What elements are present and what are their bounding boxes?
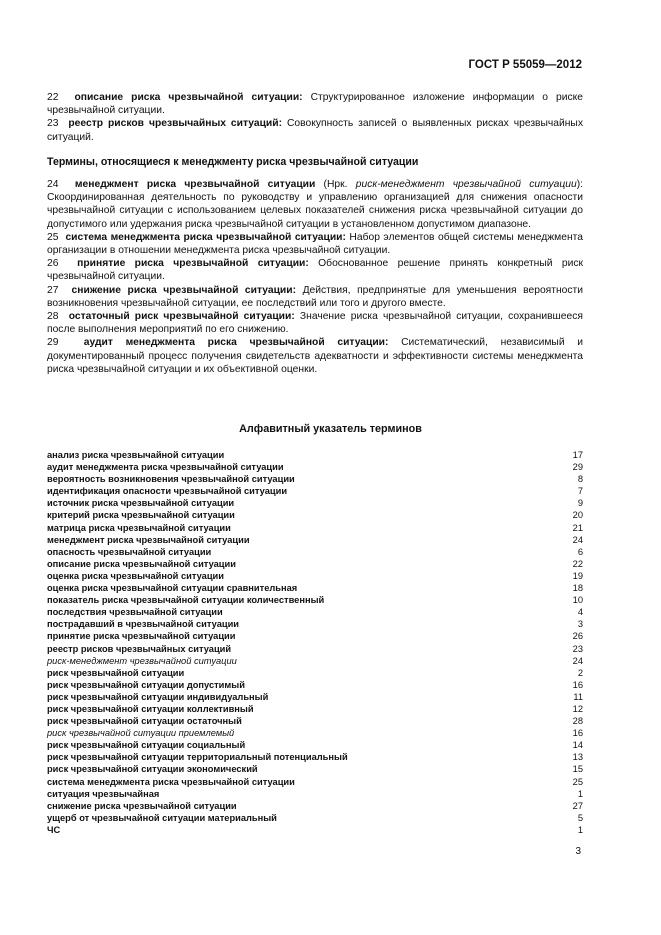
definition-term: принятие риска чрезвычайной ситуации: [77, 258, 309, 270]
index-term: идентификация опасности чрезвычайной ситуации [47, 486, 288, 497]
index-row [47, 630, 583, 642]
index-number: 13 [572, 752, 583, 763]
index-term: реестр рисков чрезвычайных ситуаций [47, 643, 232, 654]
index-row [47, 667, 583, 679]
index-row [47, 582, 583, 594]
index-row [47, 715, 583, 727]
index-row [47, 800, 583, 812]
index-number: 1 [577, 824, 583, 835]
index-number: 7 [577, 486, 583, 497]
index-term: риск чрезвычайной ситуации территориальный потенциальный [47, 752, 348, 763]
definition-25: 25 система менеджмента риска чрезвычайной ситуации: Набор элементов общей системы менеджмента организации в отношении менеджмента риска чрезвычайной ситуации. [47, 231, 583, 257]
definition-28: 28 остаточный риск чрезвычайной ситуации: Значение риска чрезвычайной ситуации, сохранившееся после выполнения мероприятий по его снижению. [47, 311, 583, 336]
index-term: риск чрезвычайной ситуации допустимый [47, 679, 245, 690]
index-row [47, 776, 583, 788]
index-row [47, 824, 583, 836]
index-term: матрица риска чрезвычайной ситуации [47, 522, 231, 533]
index-row [47, 461, 583, 473]
index-number: 12 [572, 703, 583, 714]
term-index [47, 449, 583, 836]
definitions-block [47, 91, 583, 376]
index-term: риск чрезвычайной ситуации [47, 667, 185, 678]
index-row [47, 655, 583, 667]
index-number: 27 [572, 800, 583, 811]
definition-term: аудит менеджмента риска чрезвычайной ситуации: [83, 337, 389, 349]
index-number: 22 [572, 558, 583, 569]
index-number: 21 [572, 522, 583, 533]
index-number: 23 [572, 643, 583, 654]
index-term: анализ риска чрезвычайной ситуации [47, 450, 225, 460]
definition-term: снижение риска чрезвычайной ситуации: [71, 284, 297, 296]
index-row [47, 727, 583, 739]
index-term: риск чрезвычайной ситуации экономический [47, 764, 258, 775]
index-number: 18 [572, 583, 583, 594]
definition-24: 24 менеджмент риска чрезвычайной ситуации (Нрк. риск-менеджмент чрезвычайной ситуации): Скоординированная деятельность по руководству и управлению организацией для снижения опасности чрезвычайной ситуации с использованием целевых показателей снижения риска чрезвычайной ситуации до допустимого или удержания риска чрезвычайной ситуации в установленном допустимом диапазоне. [47, 179, 583, 230]
index-row [47, 558, 583, 570]
index-row [47, 763, 583, 775]
index-row [47, 497, 583, 509]
standard-header: ГОСТ Р 55059—2012 [468, 59, 582, 71]
index-number: 10 [572, 595, 583, 606]
definition-29: 29 аудит менеджмента риска чрезвычайной ситуации: Систематический, независимый и документированный процесс получения свидетельств адекватности и эффективности системы менеджмента риска чрезвычайной ситуации и их объективной оценки. [47, 337, 583, 375]
index-term: риск чрезвычайной ситуации приемлемый [47, 728, 235, 739]
index-number: 24 [572, 655, 583, 666]
index-row [47, 679, 583, 691]
index-row [47, 703, 583, 715]
definition-term: остаточный риск чрезвычайной ситуации: [68, 311, 295, 323]
index-number: 8 [577, 474, 583, 485]
index-row [47, 509, 583, 521]
index-row [47, 643, 583, 655]
definition-term: система менеджмента риска чрезвычайной ситуации: [65, 231, 346, 243]
index-term: система менеджмента риска чрезвычайной ситуации [47, 776, 295, 787]
index-number: 29 [572, 462, 583, 473]
index-number: 11 [573, 691, 583, 702]
index-number: 3 [577, 619, 583, 630]
index-term: опасность чрезвычайной ситуации [47, 546, 212, 557]
index-term: риск-менеджмент чрезвычайной ситуации [47, 655, 237, 666]
definition-26: 26 принятие риска чрезвычайной ситуации: Обоснованное решение принять конкретный риск чрезвычайной ситуации. [47, 258, 583, 283]
alternative-term: риск-менеджмент чрезвычайной ситуации [355, 179, 577, 191]
index-term: критерий риска чрезвычайной ситуации [47, 510, 235, 521]
index-row [47, 691, 583, 703]
index-term: показатель риска чрезвычайной ситуации количественный [47, 595, 325, 606]
index-term: снижение риска чрезвычайной ситуации [47, 800, 237, 811]
index-term: описание риска чрезвычайной ситуации [47, 558, 236, 569]
index-row [47, 606, 583, 618]
index-number: 6 [577, 546, 583, 557]
index-term: ситуация чрезвычайная [47, 788, 160, 799]
index-term: ущерб от чрезвычайной ситуации материальный [47, 812, 277, 823]
index-term: последствия чрезвычайной ситуации [47, 607, 223, 618]
section-title: Термины, относящиеся к менеджменту риска чрезвычайной ситуации [47, 155, 419, 168]
index-row [47, 546, 583, 558]
index-term: ЧС [47, 824, 61, 835]
definition-27: 27 снижение риска чрезвычайной ситуации: Действия, предпринятые для уменьшения вероятности возникновения чрезвычайной ситуации, ее последствий или того и другого вместе. [47, 284, 583, 309]
index-row [47, 739, 583, 751]
index-row [47, 751, 583, 763]
index-row [47, 473, 583, 485]
index-number: 17 [572, 450, 583, 460]
index-row [47, 534, 583, 546]
index-term: риск чрезвычайной ситуации остаточный [47, 716, 242, 727]
index-term: аудит менеджмента риска чрезвычайной ситуации [47, 462, 284, 473]
index-row [47, 594, 583, 606]
index-term: принятие риска чрезвычайной ситуации [47, 631, 236, 642]
definition-term: реестр рисков чрезвычайных ситуаций: [68, 118, 283, 130]
index-number: 20 [572, 510, 583, 521]
index-number: 19 [572, 570, 583, 581]
index-row [47, 812, 583, 824]
index-row [47, 788, 583, 800]
index-term: оценка риска чрезвычайной ситуации [47, 570, 224, 581]
index-number: 26 [572, 631, 583, 642]
index-number: 5 [577, 812, 583, 823]
index-term: оценка риска чрезвычайной ситуации сравнительная [47, 583, 298, 594]
definition-term: описание риска чрезвычайной ситуации: [74, 92, 303, 103]
index-number: 16 [572, 679, 583, 690]
index-row [47, 522, 583, 534]
index-row [47, 449, 583, 461]
index-number: 25 [572, 776, 583, 787]
definition-term: менеджмент риска чрезвычайной ситуации [74, 179, 316, 191]
index-term: пострадавший в чрезвычайной ситуации [47, 619, 240, 630]
index-number: 9 [577, 498, 583, 509]
index-title: Алфавитный указатель терминов [239, 423, 422, 435]
index-row [47, 485, 583, 497]
index-term: вероятность возникновения чрезвычайной ситуации [47, 474, 295, 485]
index-number: 16 [572, 728, 583, 739]
index-number: 28 [572, 716, 583, 727]
definition-22: 22 описание риска чрезвычайной ситуации: Структурированное изложение информации о риске чрезвычайной ситуации. [47, 92, 583, 117]
index-term: риск чрезвычайной ситуации коллективный [47, 703, 254, 714]
index-number: 1 [577, 788, 583, 799]
index-row [47, 570, 583, 582]
page-number: 3 [575, 846, 581, 857]
index-row [47, 618, 583, 630]
index-number: 15 [572, 764, 583, 775]
index-term: риск чрезвычайной ситуации индивидуальный [47, 691, 269, 702]
index-term: риск чрезвычайной ситуации социальный [47, 740, 246, 751]
index-number: 4 [577, 607, 583, 618]
definition-23: 23 реестр рисков чрезвычайных ситуаций: Совокупность записей о выявленных рисках чрезвычайных ситуаций. [47, 118, 583, 143]
index-term: источник риска чрезвычайной ситуации [47, 498, 235, 509]
index-number: 2 [577, 667, 583, 678]
index-term: менеджмент риска чрезвычайной ситуации [47, 534, 250, 545]
index-number: 14 [572, 740, 583, 751]
index-number: 24 [572, 534, 583, 545]
